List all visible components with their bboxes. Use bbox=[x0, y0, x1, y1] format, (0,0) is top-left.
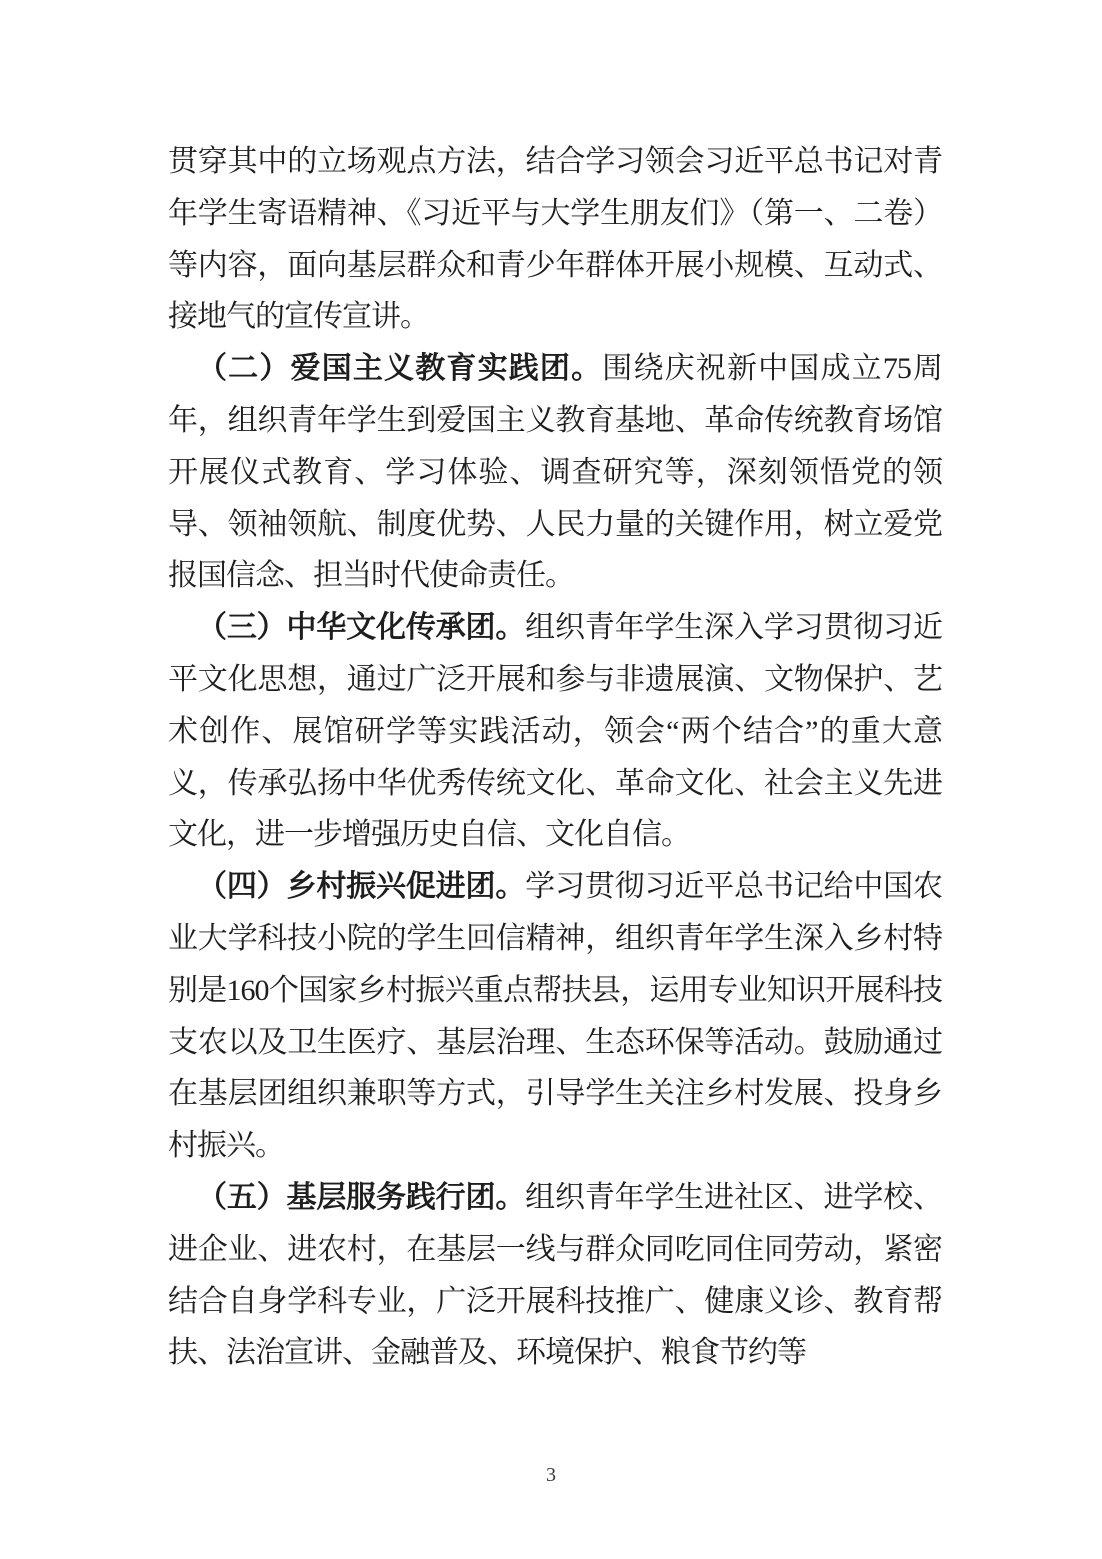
paragraph-text: 学习贯彻习近平总书记给中国农业大学科技小院的学生回信精神，组织青年学生深入乡村特别是160个国家乡村振兴重点帮扶县，运用专业知识开展科技支农以及卫生医疗、基层治理、生态环保等活动。鼓励通过在基层团组织兼职等方式，引导学生关注乡村发展、投身乡村振兴。 bbox=[168, 870, 943, 1163]
paragraph-text: 组织青年学生进社区、进学校、进企业、进农村，在基层一线与群众同吃同住同劳动，紧密结合自身学科专业，广泛开展科技推广、健康义诊、教育帮扶、法治宣讲、金融普及、环境保护、粮食节约等 bbox=[168, 1180, 943, 1370]
paragraph-continuation bbox=[168, 136, 942, 343]
paragraph-lead: （二）爱国主义教育实践团。 bbox=[197, 352, 603, 386]
paragraph-text: 围绕庆祝新中国成立75周年，组织青年学生到爱国主义教育基地、革命传统教育场馆开展仪式教育、学习体验、调查研究等，深刻领悟党的领导、领袖领航、制度优势、人民力量的关键作用，树立爱党报国信念、担当时代使命责任。 bbox=[168, 352, 943, 593]
paragraph-item-2 bbox=[168, 343, 942, 602]
paragraph-lead: （四）乡村振兴促进团。 bbox=[197, 870, 526, 904]
paragraph-item-3 bbox=[168, 602, 942, 861]
paragraph-text: 组织青年学生深入学习贯彻习近平文化思想，通过广泛开展和参与非遗展演、文物保护、艺术创作、展馆研学等实践活动，领会“两个结合”的重大意义，传承弘扬中华优秀传统文化、革命文化、社会主义先进文化，进一步增强历史自信、文化自信。 bbox=[168, 611, 943, 852]
page-number: 3 bbox=[546, 1464, 556, 1486]
paragraph-text: 贯穿其中的立场观点方法，结合学习领会习近平总书记对青年学生寄语精神、《习近平与大学生朋友们》（第一、二卷）等内容，面向基层群众和青少年群体开展小规模、互动式、接地气的宣传宣讲。 bbox=[168, 145, 942, 334]
paragraph-lead: （五）基层服务践行团。 bbox=[197, 1180, 526, 1214]
document-body bbox=[168, 136, 942, 1379]
paragraph-item-5 bbox=[168, 1172, 942, 1379]
paragraph-item-4 bbox=[168, 861, 942, 1172]
paragraph-lead: （三）中华文化传承团。 bbox=[197, 611, 526, 645]
